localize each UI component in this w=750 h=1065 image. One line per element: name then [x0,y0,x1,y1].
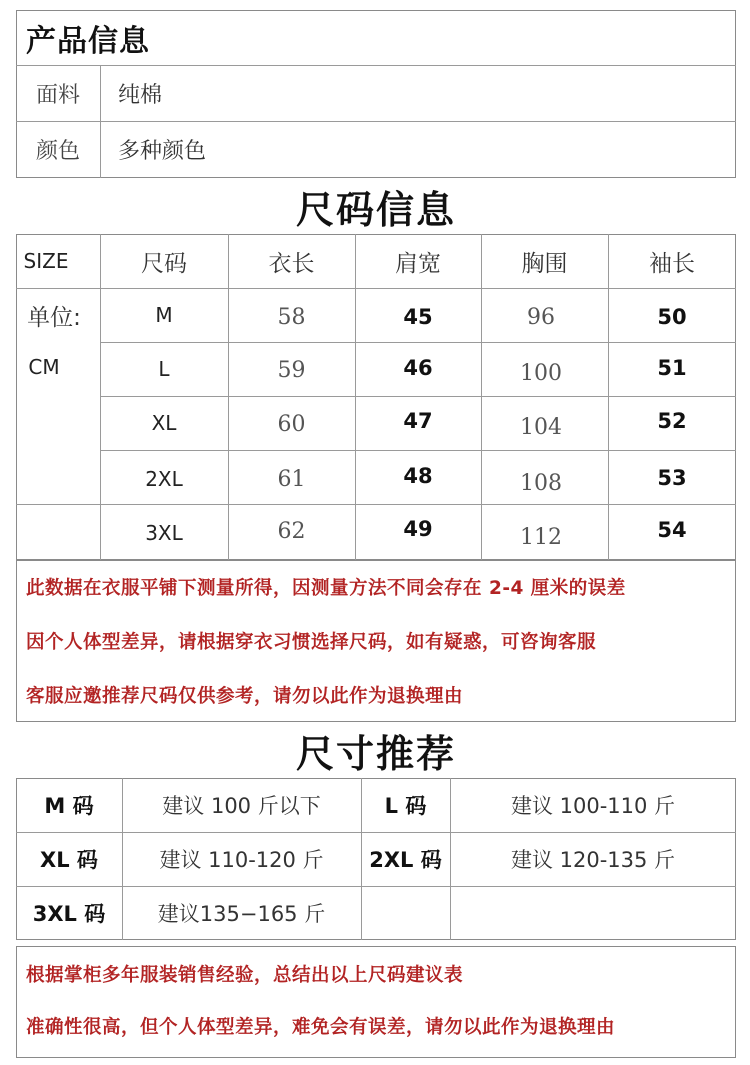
note-line-1: 此数据在衣服平铺下测量所得，因测量方法不同会存在 2-4 厘米的误差 [26,578,626,599]
color-value: 多种颜色 [118,138,207,164]
shoulder-m: 45 [403,305,433,329]
product-info-title: 产品信息 [26,24,150,59]
rec-text-3xl: 建议135−165 斤 [157,902,326,926]
size-code-2xl: 2XL [145,467,183,491]
size-code-xl: XL [151,411,177,435]
sleeve-l: 51 [657,356,687,380]
chest-l: 100 [520,360,562,386]
rec-text-empty [450,886,736,940]
rec-text-l: 建议 100-110 斤 [510,794,676,818]
sleeve-2xl: 53 [657,466,687,490]
rec-size-l: L 码 [384,794,427,818]
shoulder-2xl: 48 [403,464,433,488]
rec-size-xl: XL 码 [40,848,98,872]
header-sleeve: 袖长 [649,250,695,277]
chest-3xl: 112 [520,524,562,550]
footer-note-2: 准确性很高，但个人体型差异，难免会有误差，请勿以此作为退换理由 [26,1017,616,1038]
chest-2xl: 108 [520,470,562,496]
rec-text-m: 建议 100 斤以下 [162,794,321,818]
shoulder-l: 46 [403,356,433,380]
rec-size-m: M 码 [44,794,94,818]
header-length: 衣长 [268,250,315,277]
length-xl: 60 [277,411,306,437]
note-line-3: 客服应邀推荐尺码仅供参考，请勿以此作为退换理由 [26,686,464,707]
chest-m: 96 [527,304,555,330]
sleeve-xl: 52 [657,409,687,433]
footer-note-1: 根据掌柜多年服装销售经验，总结出以上尺码建议表 [26,965,464,986]
header-shoulder: 肩宽 [395,250,441,277]
header-chest: 胸围 [521,250,568,277]
recommend-title: 尺寸推荐 [295,731,456,776]
size-info-title: 尺码信息 [295,187,456,232]
note-line-2: 因个人体型差异，请根据穿衣习惯选择尺码，如有疑惑，可咨询客服 [26,632,597,653]
rec-size-3xl: 3XL 码 [32,902,106,926]
length-2xl: 61 [277,466,306,492]
shoulder-3xl: 49 [403,517,433,541]
length-3xl: 62 [277,518,306,544]
fabric-value: 纯棉 [118,82,163,108]
rec-text-xl: 建议 110-120 斤 [159,848,324,872]
rec-size-2xl: 2XL 码 [369,848,442,872]
size-code-3xl: 3XL [145,521,183,545]
sleeve-3xl: 54 [657,518,687,542]
unit-value: CM [28,355,60,379]
length-l: 59 [277,357,306,383]
size-code-l: L [158,357,170,381]
chest-xl: 104 [520,414,562,440]
size-code-m: M [155,303,173,327]
header-code: 尺码 [141,250,187,277]
unit-label: 单位: [27,304,81,331]
length-m: 58 [277,304,306,330]
rec-size-empty [361,886,450,940]
rec-text-2xl: 建议 120-135 斤 [510,848,676,872]
fabric-label: 面料 [35,82,80,108]
color-label: 颜色 [35,138,80,164]
header-size: SIZE [23,249,69,273]
sleeve-m: 50 [657,305,687,329]
shoulder-xl: 47 [403,409,433,433]
